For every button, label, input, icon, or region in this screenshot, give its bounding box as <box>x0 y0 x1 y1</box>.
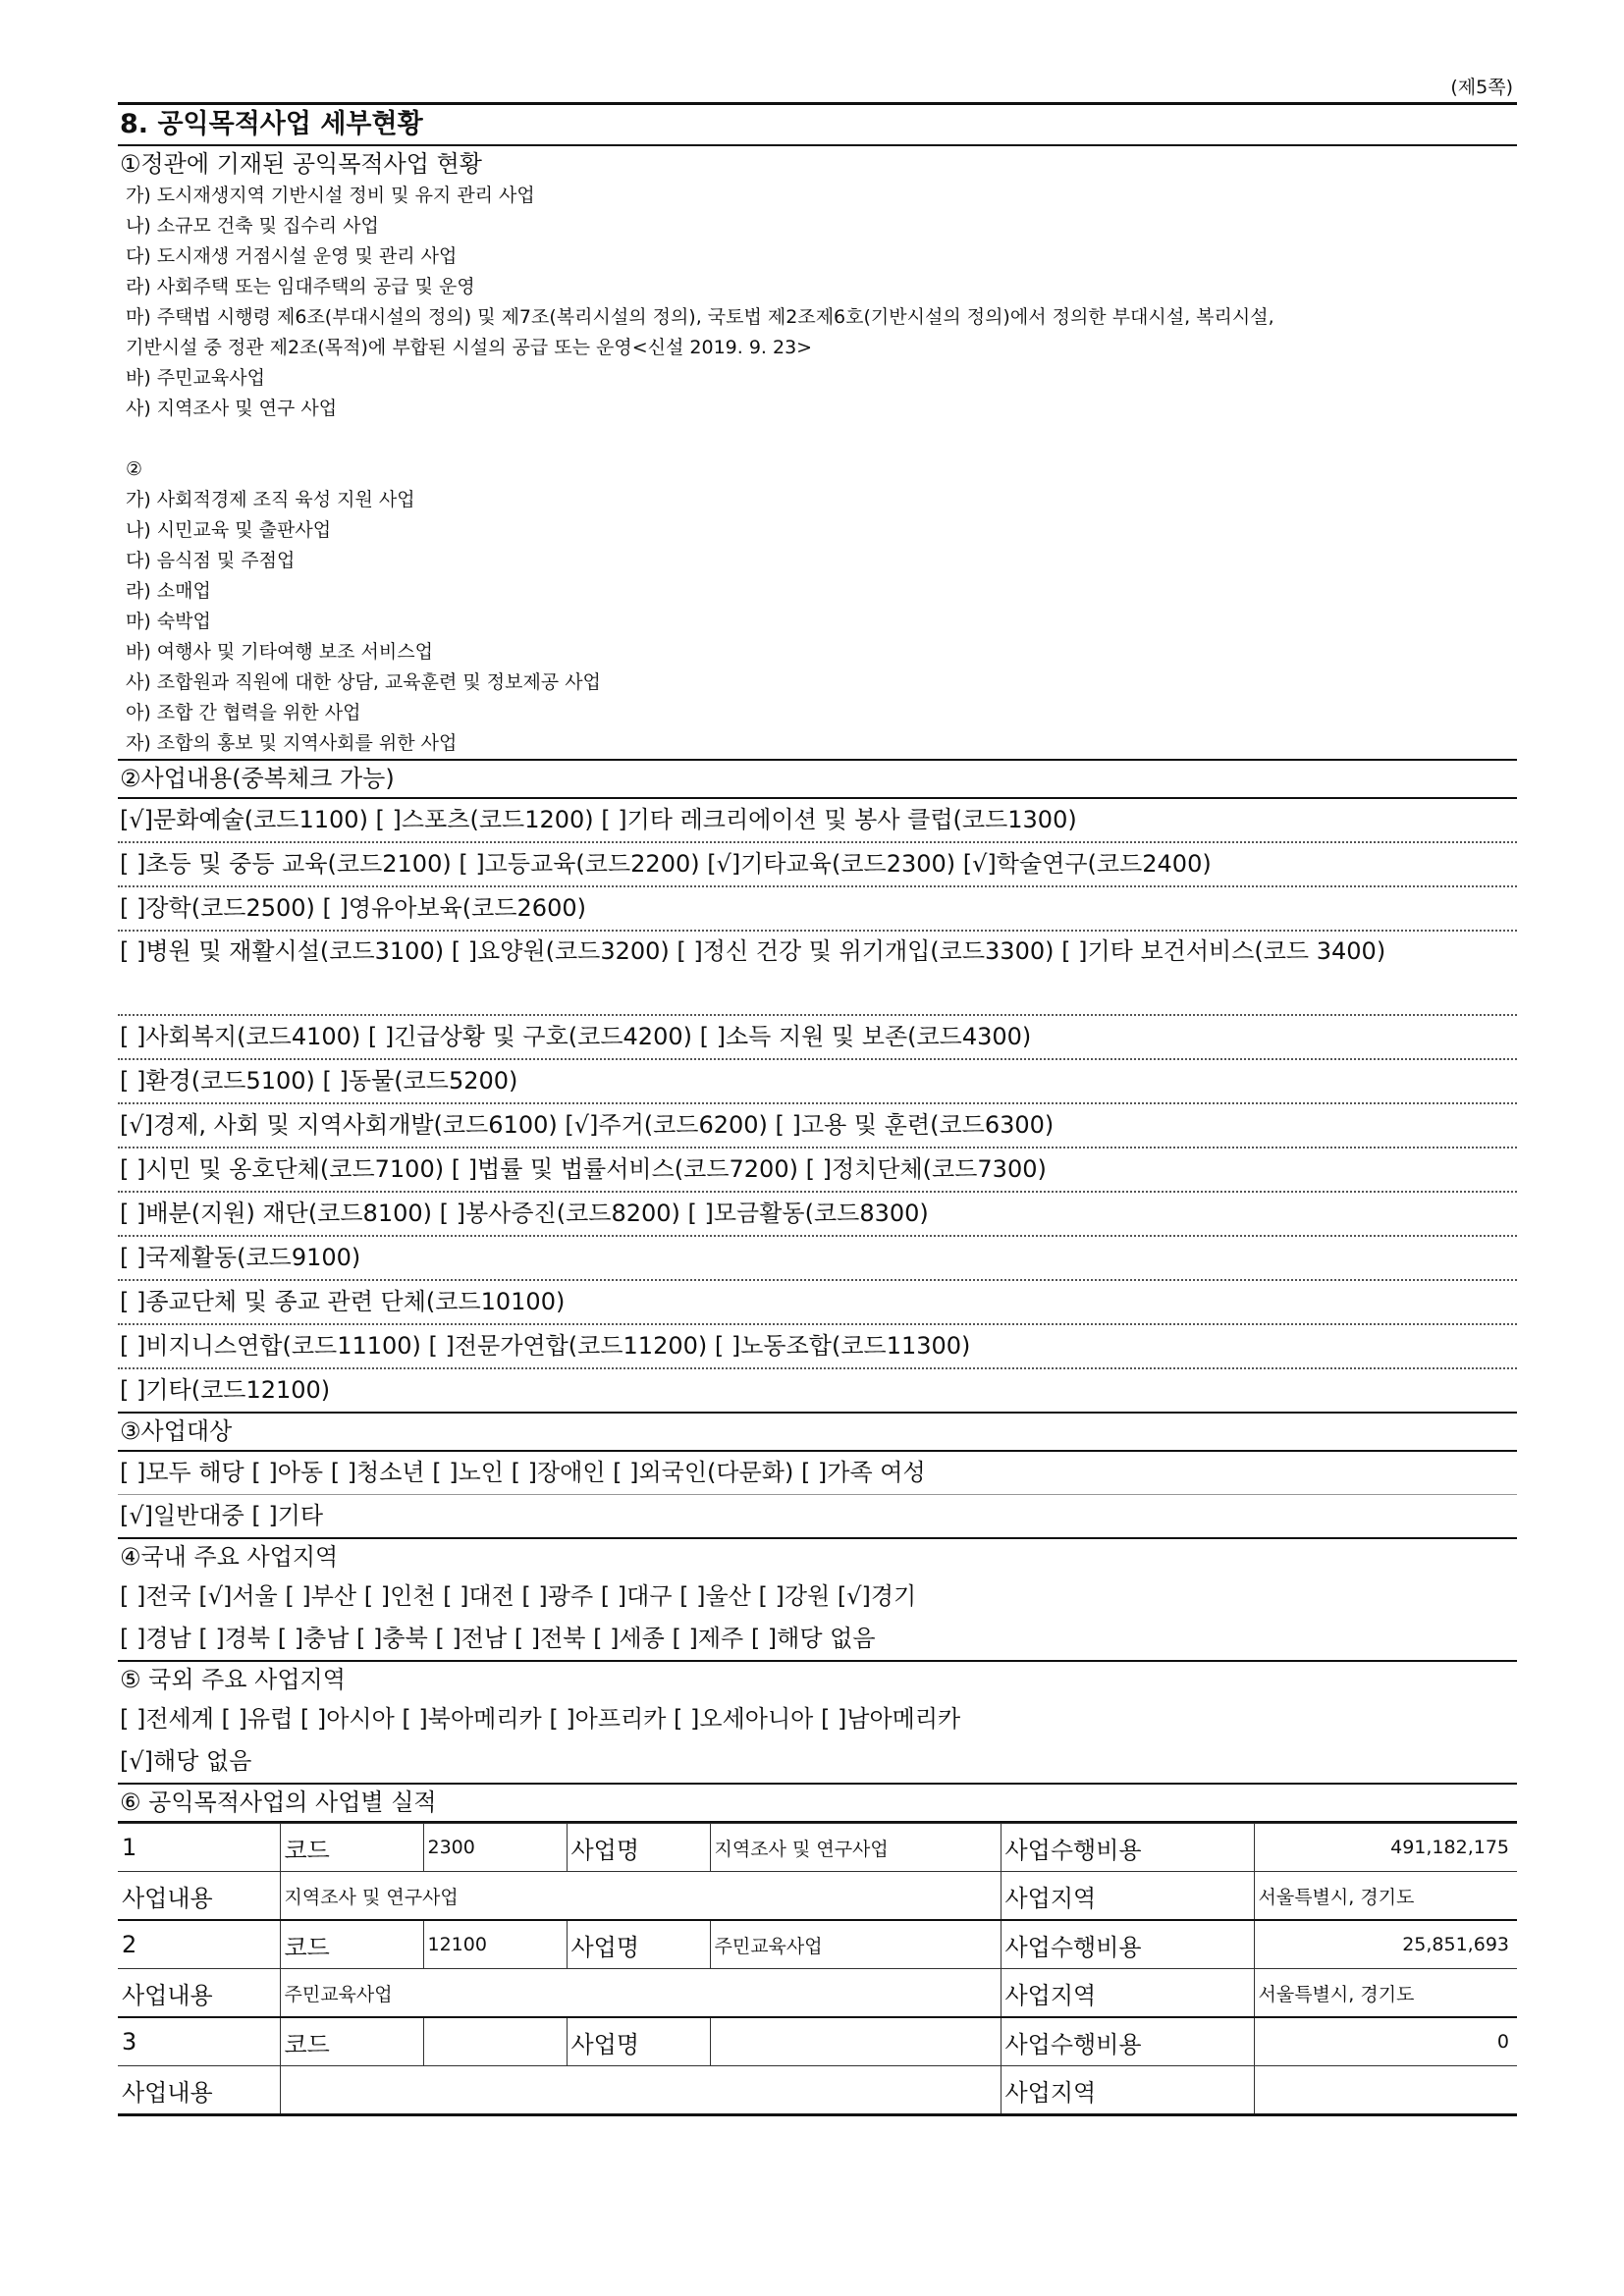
article-item: 마) 숙박업 <box>126 611 211 632</box>
article-item: 가) 사회적경제 조직 육성 지원 사업 <box>126 489 415 510</box>
business-content-row: [ ]환경(코드5100) [ ]동물(코드5200) <box>118 1060 1517 1104</box>
region-value: 서울특별시, 경기도 <box>1254 1969 1517 2018</box>
table-row <box>118 1824 1517 1872</box>
region-value <box>1254 2066 1517 2115</box>
target-section <box>118 1414 1517 1539</box>
article-item: 기반시설 중 정관 제2조(목적)에 부합된 시설의 공급 또는 운영<신설 2019. 9. 23> <box>126 337 813 358</box>
table-row <box>118 2066 1517 2115</box>
target-row: [√]일반대중 [ ]기타 <box>118 1495 1517 1539</box>
article-item: 나) 시민교육 및 출판사업 <box>126 519 332 541</box>
business-content-row: [ ]국제활동(코드9100) <box>118 1237 1517 1281</box>
page-number: (제5쪽) <box>1450 77 1513 98</box>
article-item: 사) 조합원과 직원에 대한 상담, 교육훈련 및 정보제공 사업 <box>126 671 601 693</box>
region-value: 서울특별시, 경기도 <box>1254 1872 1517 1921</box>
article-item: 마) 주택법 시행령 제6조(부대시설의 정의) 및 제7조(복리시설의 정의), 국토법 제2조제6호(기반시설의 정의)에서 정의한 부대시설, 복리시설, <box>126 306 1274 328</box>
performance-section <box>118 1785 1517 2116</box>
name-label: 사업명 <box>567 1824 710 1872</box>
cost-label: 사업수행비용 <box>1001 2017 1254 2066</box>
target-heading: ③사업대상 <box>118 1414 1517 1452</box>
article-item: 다) 도시재생 거점시설 운영 및 관리 사업 <box>126 245 458 267</box>
business-content-heading: ②사업내용(중복체크 가능) <box>118 761 1517 799</box>
code-label: 코드 <box>280 1824 423 1872</box>
overseas-region-section <box>118 1662 1517 1785</box>
business-content-row: [ ]종교단체 및 종교 관련 단체(코드10100) <box>118 1281 1517 1325</box>
content-value <box>280 2066 1001 2115</box>
article-item: 바) 여행사 및 기타여행 보조 서비스업 <box>126 641 433 663</box>
code-value <box>423 2017 567 2066</box>
record-number: 1 <box>118 1824 280 1872</box>
cost-label: 사업수행비용 <box>1001 1824 1254 1872</box>
performance-table <box>118 1823 1517 2116</box>
report-page <box>118 73 1517 2116</box>
article-item: 라) 소매업 <box>126 580 211 602</box>
overseas-region-row: [√]해당 없음 <box>118 1740 1517 1785</box>
code-value: 2300 <box>423 1824 567 1872</box>
business-content-row: [ ]초등 및 중등 교육(코드2100) [ ]고등교육(코드2200) [√]기타교육(코드2300) [√]학술연구(코드2400) <box>118 843 1517 887</box>
spacer <box>118 424 1517 454</box>
business-content-row: [ ]기타(코드12100) <box>118 1369 1517 1414</box>
articles-sub-heading: ② <box>126 458 143 480</box>
article-item: 다) 음식점 및 주점업 <box>126 550 296 571</box>
code-label: 코드 <box>280 1920 423 1969</box>
cost-label: 사업수행비용 <box>1001 1920 1254 1969</box>
content-label: 사업내용 <box>118 2066 280 2115</box>
region-label: 사업지역 <box>1001 1969 1254 2018</box>
business-content-row: [ ]비지니스연합(코드11100) [ ]전문가연합(코드11200) [ ]노동조합(코드11300) <box>118 1325 1517 1369</box>
content-value: 지역조사 및 연구사업 <box>280 1872 1001 1921</box>
domestic-region-section <box>118 1539 1517 1662</box>
cost-value: 25,851,693 <box>1254 1920 1517 1969</box>
article-item: 나) 소규모 건축 및 집수리 사업 <box>126 215 379 237</box>
overseas-region-row: [ ]전세계 [ ]유럽 [ ]아시아 [ ]북아메리카 [ ]아프리카 [ ]오세아니아 [ ]남아메리카 <box>120 1705 961 1733</box>
content-value: 주민교육사업 <box>280 1969 1001 2018</box>
business-content-row: [ ]배분(지원) 재단(코드8100) [ ]봉사증진(코드8200) [ ]모금활동(코드8300) <box>118 1193 1517 1237</box>
business-content-section <box>118 759 1517 1414</box>
name-value: 주민교육사업 <box>710 1920 1001 1969</box>
article-item: 자) 조합의 홍보 및 지역사회를 위한 사업 <box>126 732 458 754</box>
business-content-row: [√]문화예술(코드1100) [ ]스포츠(코드1200) [ ]기타 레크리에이션 및 봉사 클럽(코드1300) <box>118 799 1517 843</box>
table-row <box>118 1969 1517 2018</box>
table-row <box>118 2017 1517 2066</box>
content-label: 사업내용 <box>118 1872 280 1921</box>
article-item: 바) 주민교육사업 <box>126 367 265 389</box>
section-title: 8. 공익목적사업 세부현황 <box>118 102 1517 146</box>
business-content-row: [√]경제, 사회 및 지역사회개발(코드6100) [√]주거(코드6200) [ ]고용 및 훈련(코드6300) <box>118 1104 1517 1148</box>
cost-value: 491,182,175 <box>1254 1824 1517 1872</box>
record-number: 2 <box>118 1920 280 1969</box>
name-value: 지역조사 및 연구사업 <box>710 1824 1001 1872</box>
domestic-region-heading: ④국내 주요 사업지역 <box>120 1543 339 1571</box>
cost-value: 0 <box>1254 2017 1517 2066</box>
code-label: 코드 <box>280 2017 423 2066</box>
article-item: 아) 조합 간 협력을 위한 사업 <box>126 702 361 723</box>
article-item: 사) 지역조사 및 연구 사업 <box>126 398 338 419</box>
name-label: 사업명 <box>567 2017 710 2066</box>
target-row: [ ]모두 해당 [ ]아동 [ ]청소년 [ ]노인 [ ]장애인 [ ]외국인(다문화) [ ]가족 여성 <box>118 1452 1517 1495</box>
articles-section <box>118 146 1517 759</box>
name-label: 사업명 <box>567 1920 710 1969</box>
performance-heading: ⑥ 공익목적사업의 사업별 실적 <box>118 1785 1517 1823</box>
business-content-row: [ ]사회복지(코드4100) [ ]긴급상황 및 구호(코드4200) [ ]소득 지원 및 보존(코드4300) <box>118 1016 1517 1060</box>
region-label: 사업지역 <box>1001 1872 1254 1921</box>
domestic-region-row: [ ]전국 [√]서울 [ ]부산 [ ]인천 [ ]대전 [ ]광주 [ ]대구 [ ]울산 [ ]강원 [√]경기 <box>120 1582 917 1610</box>
article-item: 라) 사회주택 또는 임대주택의 공급 및 운영 <box>126 276 475 297</box>
overseas-region-heading: ⑤ 국외 주요 사업지역 <box>120 1666 346 1693</box>
business-content-row: [ ]장학(코드2500) [ ]영유아보육(코드2600) <box>118 887 1517 932</box>
name-value <box>710 2017 1001 2066</box>
code-value: 12100 <box>423 1920 567 1969</box>
articles-heading: ①정관에 기재된 공익목적사업 현황 <box>120 150 482 178</box>
table-row <box>118 1872 1517 1921</box>
record-number: 3 <box>118 2017 280 2066</box>
content-label: 사업내용 <box>118 1969 280 2018</box>
article-item: 가) 도시재생지역 기반시설 정비 및 유지 관리 사업 <box>126 185 535 206</box>
table-row <box>118 1920 1517 1969</box>
region-label: 사업지역 <box>1001 2066 1254 2115</box>
business-content-row: [ ]시민 및 옹호단체(코드7100) [ ]법률 및 법률서비스(코드7200) [ ]정치단체(코드7300) <box>118 1148 1517 1193</box>
business-content-row: [ ]병원 및 재활시설(코드3100) [ ]요양원(코드3200) [ ]정신 건강 및 위기개입(코드3300) [ ]기타 보건서비스(코드 3400) <box>118 932 1517 1016</box>
domestic-region-row: [ ]경남 [ ]경북 [ ]충남 [ ]충북 [ ]전남 [ ]전북 [ ]세종 [ ]제주 [ ]해당 없음 <box>118 1618 1517 1662</box>
